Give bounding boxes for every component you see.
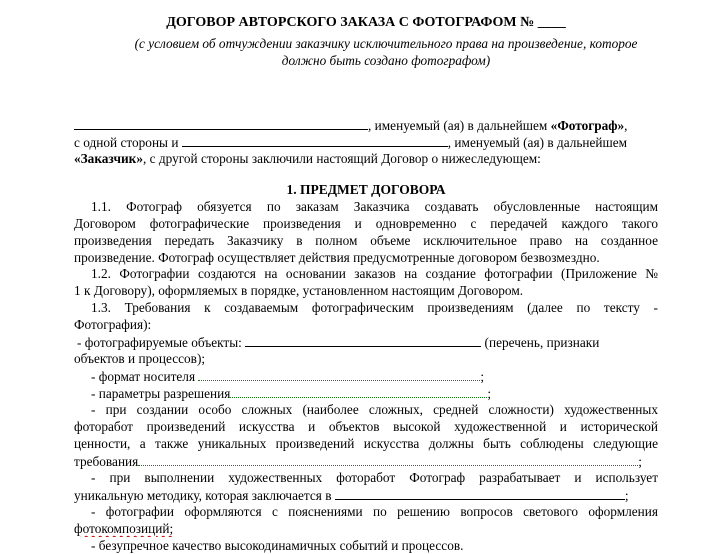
p1-3-line-b: Фотография): [74,317,152,332]
item-comments-line-b: фотокомпозиций; [74,521,174,536]
party2-role: «Заказчик» [74,151,143,166]
item-objects-line: - фотографируемые объекты: (перечень, признаки [77,335,600,350]
section1-heading: 1. ПРЕДМЕТ ДОГОВОРА [286,182,446,197]
p1-2-line-a: 1.2. Фотографии создаются на основании заказов на создание фотографии (Приложение № [91,266,658,281]
item-comments-line-a: - фотографии оформляются с пояснениями по решению вопросов светового оформления [91,504,658,519]
party2-line: с одной стороны и , именуемый (ая) в дальнейшем [74,135,628,150]
p1-1-line-a: 1.1. Фотограф обязуется по заказам Заказчика создавать обусловленные настоящим [91,199,658,214]
item-quality-line: - безупречное качество высокодинамичных событий и процессов. [91,538,464,553]
item-complex-line-c: ценности, а также уникальных произведений искусства должны быть соблюдены следующие [74,436,658,451]
party2-tail-line: «Заказчик», с другой стороны заключили настоящий Договор о нижеследующем: [74,151,541,166]
item-objects-line-b: объектов и процессов); [74,351,206,366]
objects-blank[interactable] [245,333,481,347]
party1-role: «Фотограф» [550,118,625,133]
item-complex-line-d: требования ; [74,454,642,469]
item-method-line-a: - при выполнении художественных фоторабот Фотограф разрабатывает и использует [91,470,658,485]
p1-1-line-d: произведение. Фотограф осуществляет действия предусмотренные договором безвозмездно. [74,250,600,265]
p1-1-line-b: Договором фотографические произведения и одновременно с передачей каждого такого [74,216,658,231]
params-blank[interactable] [230,384,487,398]
item-format-line: - формат носителя ; [91,369,485,384]
document-title: ДОГОВОР АВТОРСКОГО ЗАКАЗА С ФОТОГРАФОМ № ____ [166,15,566,30]
p1-3-line-a: 1.3. Требования к создаваемым фотографическим произведениям (далее по тексту - [91,300,658,315]
party1-name-blank[interactable] [74,116,368,130]
party1-line: , именуемый (ая) в дальнейшем «Фотограф», [74,116,658,134]
item-complex-line-b: фоторабот произведений искусства и объектов высокой художественной и исторической [74,419,658,434]
item-complex-line-a: - при создании особо сложных (наиболее сложных, средней сложности) художественных [91,402,658,417]
format-blank[interactable] [198,367,480,381]
requirements-blank[interactable] [138,452,638,466]
item-params-line: - параметры разрешения ; [91,386,492,401]
p1-2-line-b: 1 к Договору), оформляемых в порядке, установленном настоящим Договором. [74,283,524,298]
p1-1-line-c: произведения передать Заказчику в полном объеме исключительное право на созданное [74,233,658,248]
item-method-line-b: уникальную методику, которая заключается в ; [74,488,629,503]
method-blank[interactable] [335,486,625,500]
party2-name-blank[interactable] [182,133,448,147]
document-subtitle: (с условием об отчуждении заказчику исключительного права на произведение, которое должно быть создано фотографом) [134,36,638,68]
